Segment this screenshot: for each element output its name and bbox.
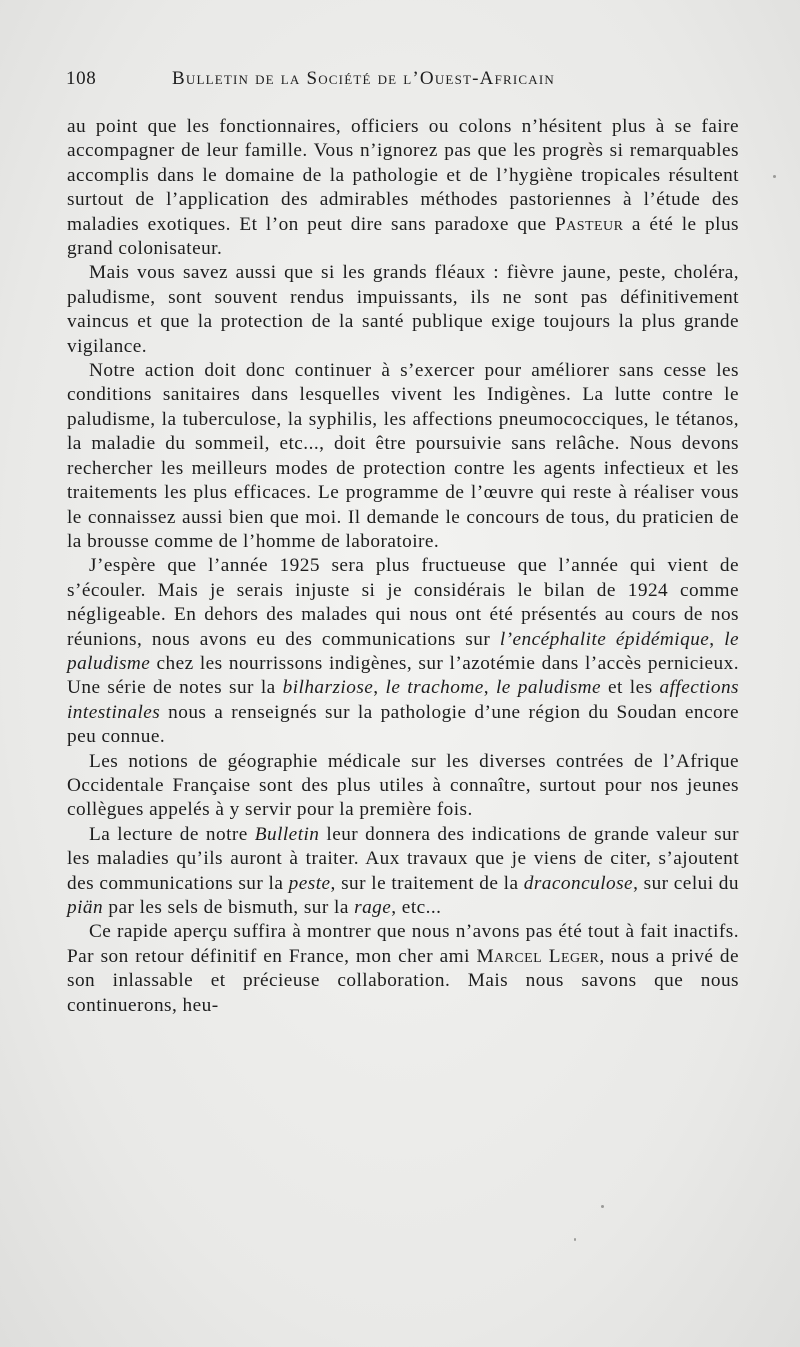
italic-term: le paludisme	[495, 677, 602, 699]
page-number: 108	[66, 68, 97, 89]
italic-term: l’encéphalite épidémique	[499, 628, 710, 650]
person-name: Marcel Leger	[476, 945, 600, 967]
italic-term: affections intestinales	[67, 677, 739, 723]
body-text	[67, 115, 739, 1018]
text-run: , sur le traitement de la	[330, 872, 524, 894]
paragraph-2: Mais vous savez aussi que si les grands fléaux : fièvre jaune, peste, choléra, paludisme, sont souvent rendus impuissants, ils ne sont pas définitivement vaincus et que la protection de la santé publique exige toujours la plus grande vigilance.	[67, 262, 739, 357]
text-run: La lecture de notre	[89, 823, 255, 845]
text-run: Ce rapide aperçu suffira à montrer que nous n’avons pas été tout à fait inactifs. Par son retour définitif en France, mon cher ami	[67, 921, 739, 967]
text-run: , nous a privé de son inlassable et précieuse collaboration. Mais nous savons que nous continuerons, heu-	[67, 945, 739, 1016]
text-run: , sur celui du	[633, 872, 739, 894]
paragraph-6	[67, 823, 739, 921]
text-run: a été le plus grand colonisateur.	[67, 213, 739, 260]
text-run: J’espère que l’année 1925 sera plus fructueuse que l’année qui vient de s’écouler. Mais je serais injuste si je considérais le bilan de 1924 comme négligeable. En dehors des malades qui nous ont été présentés au cours de nos réunions, nous avons eu des communications sur	[67, 555, 739, 650]
text-run: chez les nourrissons indigènes, sur l’azotémie dans l’accès pernicieux. Une série de notes sur la	[67, 652, 739, 699]
text-run: par les sels de bismuth, sur la	[103, 897, 355, 918]
text-run: ,	[373, 677, 386, 699]
paper-speck	[773, 175, 776, 178]
text-run: au point que les fonctionnaires, officiers ou colons n’hésitent plus à se faire accompagner de leur famille. Vous n’ignorez pas que les progrès si remarquables accomplis dans le domaine de la pathologie et de l’hygiène tropicales résultent surtout de l’application des admirables méthodes pastoriennes à l’étude des maladies exotiques. Et l’on peut dire sans paradoxe que	[67, 116, 739, 235]
italic-term: le paludisme	[67, 628, 740, 674]
italic-term: bilharziose	[282, 677, 374, 699]
paper-speck	[574, 1238, 576, 1241]
text-run: , etc...	[391, 897, 442, 918]
text-run: nous a renseignés sur la pathologie d’une région du Soudan encore peu connue.	[67, 701, 739, 748]
person-name: Pasteur	[555, 213, 624, 235]
paragraph-4	[67, 554, 739, 749]
paragraph-5: Les notions de géographie médicale sur les diverses contrées de l’Afrique Occidentale Française sont des plus utiles à connaître, surtout pour nos jeunes collègues appelés à y servir pour la première fois.	[67, 750, 739, 821]
text-run: leur donnera des indications de grande valeur sur les maladies qu’ils auront à traiter. Aux travaux que je viens de citer, s’ajoutent des communications sur la	[67, 823, 739, 894]
text-run: et les	[601, 677, 660, 699]
journal-title: Bulletin de la Société de l’Ouest-Africain	[172, 68, 556, 89]
italic-term: draconculose	[523, 872, 634, 894]
italic-term: le trachome	[385, 677, 484, 699]
italic-term: Bulletin	[254, 823, 320, 845]
running-head	[66, 68, 746, 94]
paragraph-7	[67, 920, 739, 1018]
paragraph-1	[67, 115, 739, 261]
paper-speck	[601, 1205, 604, 1208]
paragraph-3: Notre action doit donc continuer à s’exercer pour améliorer sans cesse les conditions sanitaires dans lesquelles vivent les Indigènes. La lutte contre le paludisme, la tuberculose, la syphilis, les affections pneumococciques, le tétanos, la maladie du sommeil, etc..., doit être poursuivie sans relâche. Nous devons rechercher les meilleurs modes de protection contre les agents infectieux et les traitements les plus efficaces. Le programme de l’œuvre qui reste à réaliser vous le connaissez aussi bien que moi. Il demande le concours de tous, du praticien de la brousse comme de l’homme de laboratoire.	[67, 360, 739, 552]
italic-term: rage	[354, 897, 392, 918]
text-run: ,	[709, 628, 725, 650]
italic-term: peste	[288, 872, 331, 894]
text-run: ,	[483, 677, 496, 699]
italic-term: piän	[67, 897, 104, 918]
